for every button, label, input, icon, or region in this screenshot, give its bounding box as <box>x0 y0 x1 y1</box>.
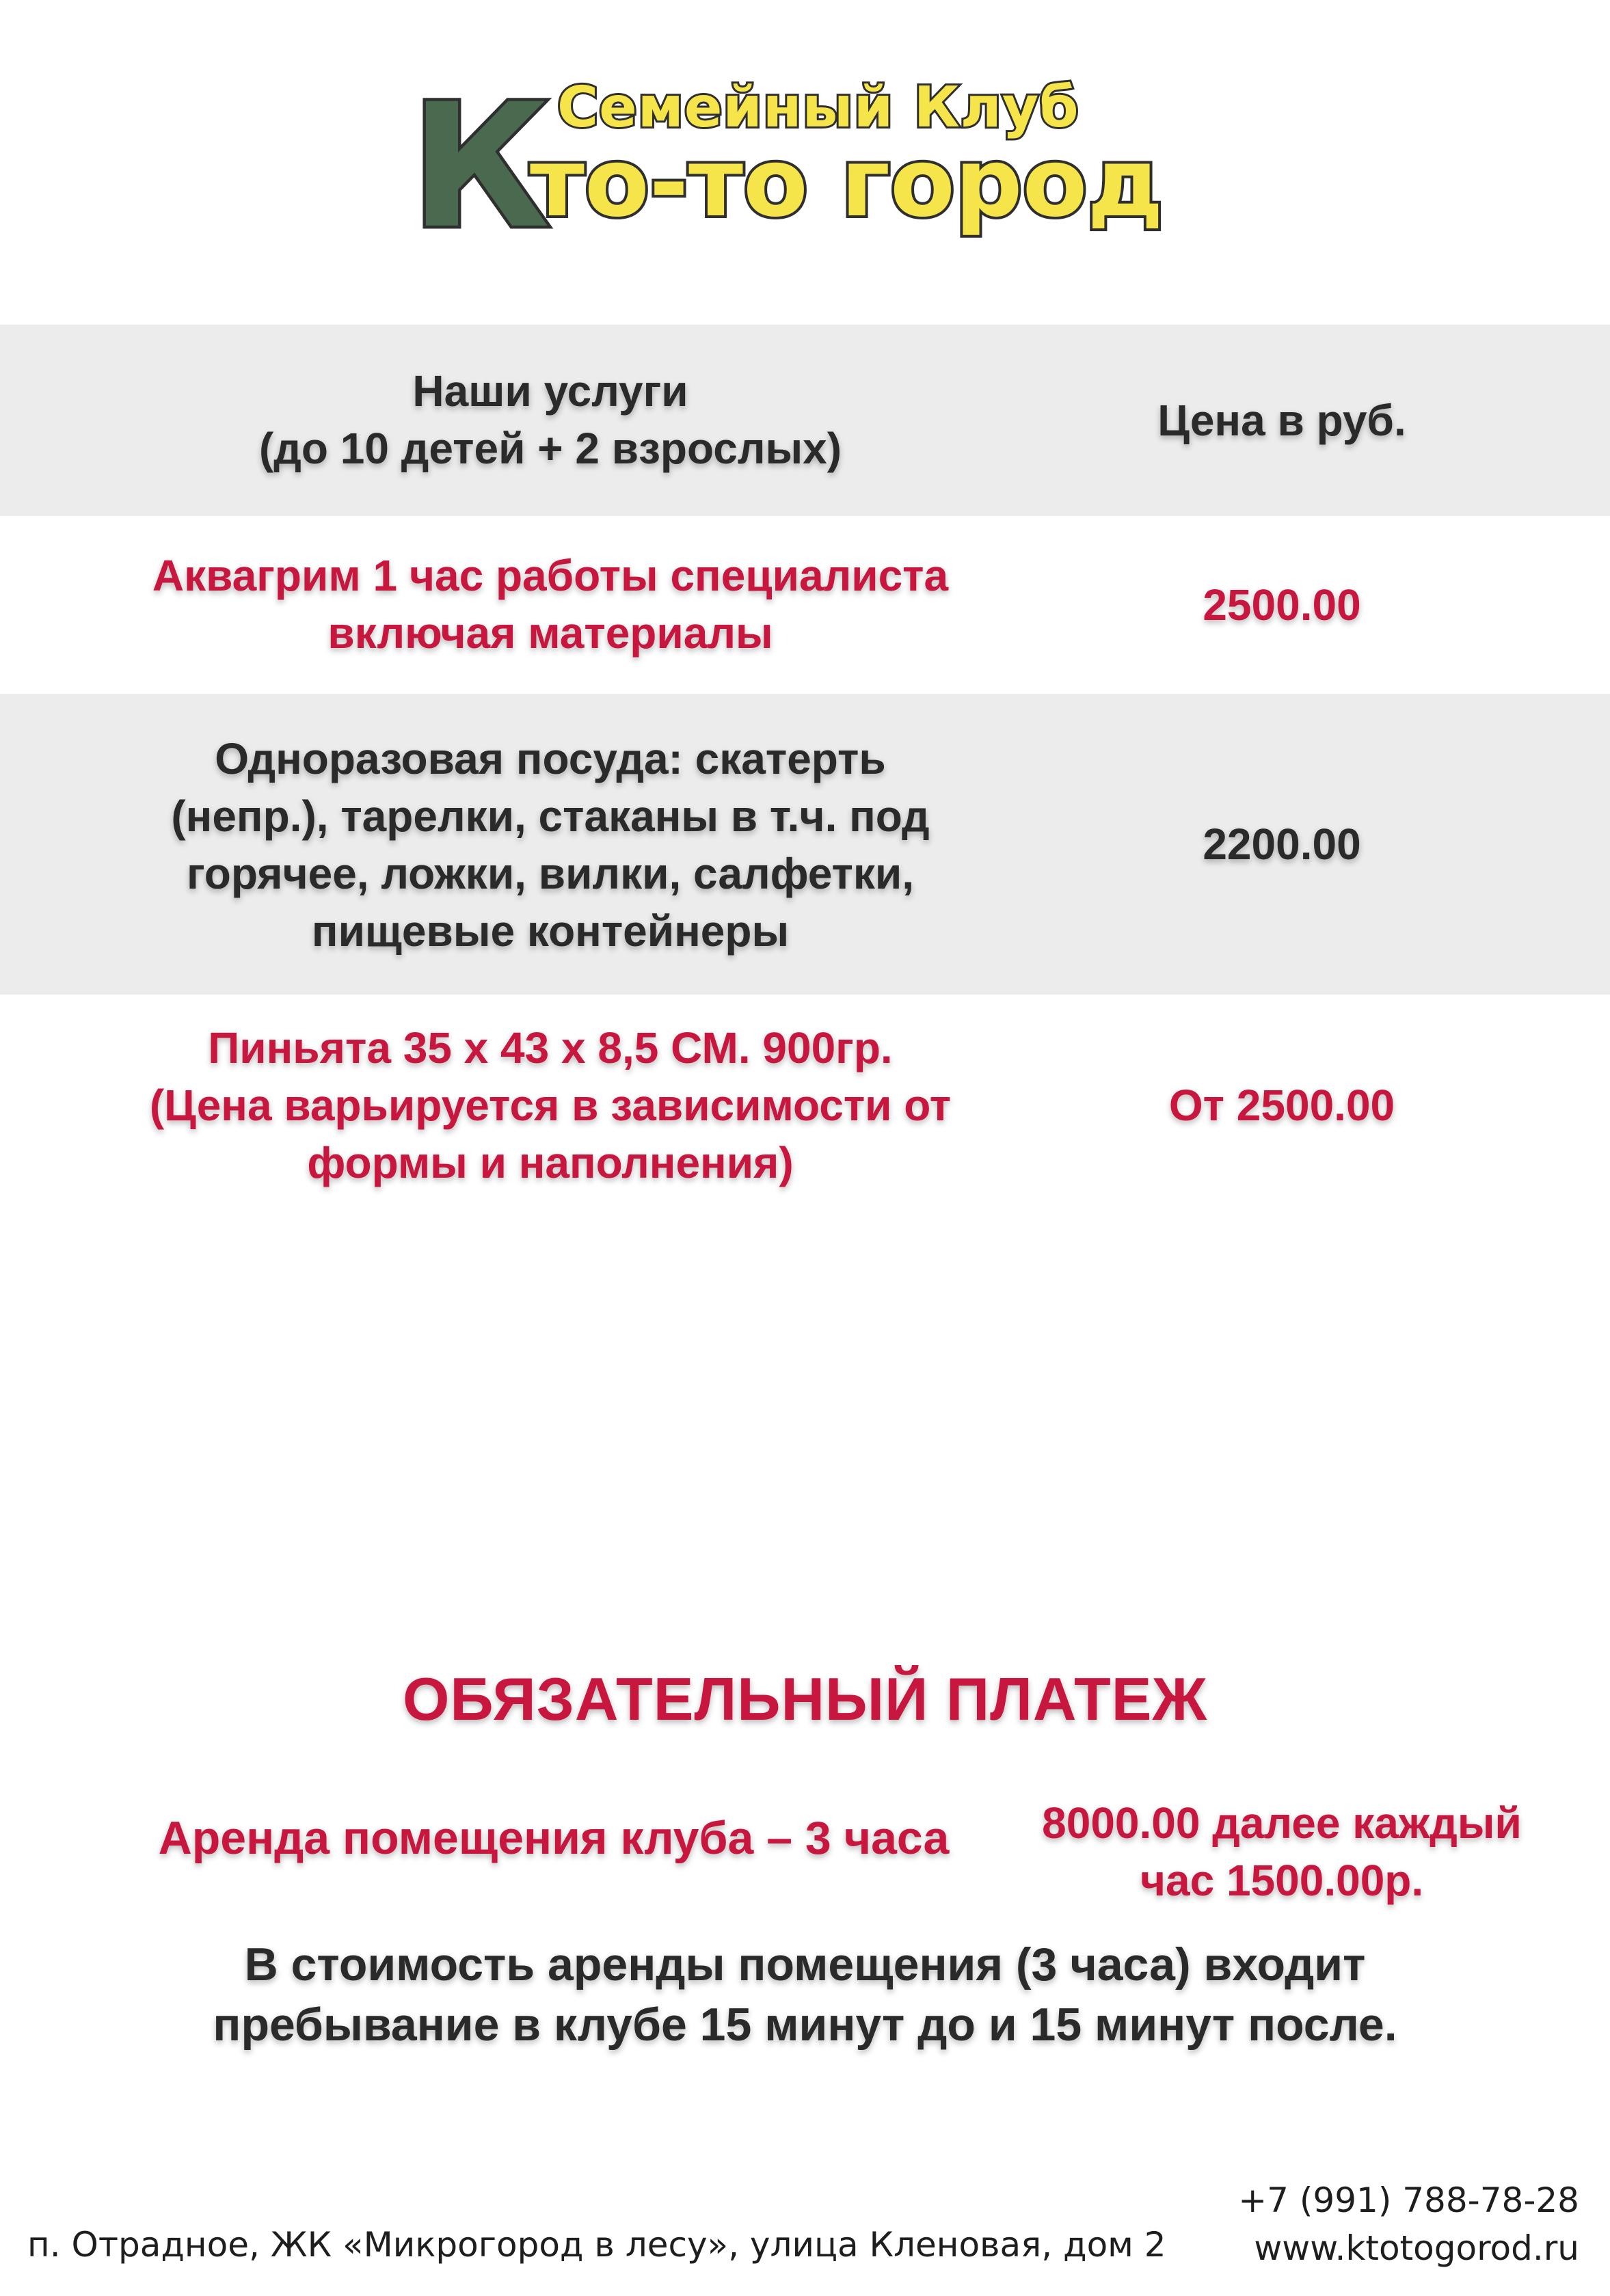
logo-main-text: то-то город <box>530 128 1164 238</box>
mandatory-payment-title: ОБЯЗАТЕЛЬНЫЙ ПЛАТЕЖ <box>402 1665 1208 1733</box>
club-logo <box>410 62 1210 260</box>
rent-price-line2: час 1500.00р. <box>1140 1856 1424 1905</box>
table-row <box>0 694 1610 995</box>
service-name-line: формы и наполнения) <box>307 1138 794 1187</box>
service-name-line: пищевые контейнеры <box>311 906 790 956</box>
price-header: Цена в руб. <box>1157 396 1406 445</box>
footer-address: п. Отрадное, ЖК «Микрогород в лесу», улица Кленовая, дом 2 <box>27 2225 1166 2265</box>
table-header <box>0 325 1610 516</box>
logo-letter-k: К <box>410 67 550 260</box>
service-name-line: (непр.), тарелки, стаканы в т.ч. под <box>171 792 930 841</box>
services-header-line1: Наши услуги <box>412 366 688 416</box>
services-header-line2: (до 10 детей + 2 взрослых) <box>258 424 842 473</box>
service-name-line: Пиньята 35 х 43 х 8,5 СМ. 900гр. <box>208 1023 893 1072</box>
table-row <box>0 516 1610 694</box>
service-name-line: горячее, ложки, вилки, салфетки, <box>186 849 915 898</box>
rent-price-line1: 8000.00 далее каждый <box>1042 1798 1522 1848</box>
rent-note-line2: пребывание в клубе 15 минут до и 15 минут после. <box>213 1999 1397 2051</box>
service-name <box>89 730 1012 960</box>
logo-top-text: Семейный Клуб <box>557 75 1079 140</box>
rent-price <box>1005 1794 1559 1909</box>
service-price: 2500.00 <box>1203 580 1361 630</box>
rent-note <box>103 1934 1507 2055</box>
table-row <box>0 995 1610 1220</box>
services-header <box>89 362 1012 477</box>
rent-label: Аренда помещения клуба – 3 часа <box>158 1812 950 1864</box>
service-name <box>89 547 1012 662</box>
footer-website-link[interactable]: www.ktotogorod.ru <box>1254 2228 1579 2268</box>
service-price: От 2500.00 <box>1168 1081 1395 1130</box>
rent-note-line1: В стоимость аренды помещения (3 часа) входит <box>244 1939 1366 1990</box>
service-price: 2200.00 <box>1203 820 1361 869</box>
footer-phone[interactable]: +7 (991) 788-78-28 <box>1238 2180 1579 2220</box>
service-name <box>89 1019 1012 1191</box>
service-name-line: (Цена варьируется в зависимости от <box>149 1081 952 1130</box>
service-name-line: Одноразовая посуда: скатерть <box>215 734 886 783</box>
service-name-line: Аквагрим 1 час работы специалиста <box>152 551 949 600</box>
service-name-line: включая материалы <box>327 608 773 658</box>
